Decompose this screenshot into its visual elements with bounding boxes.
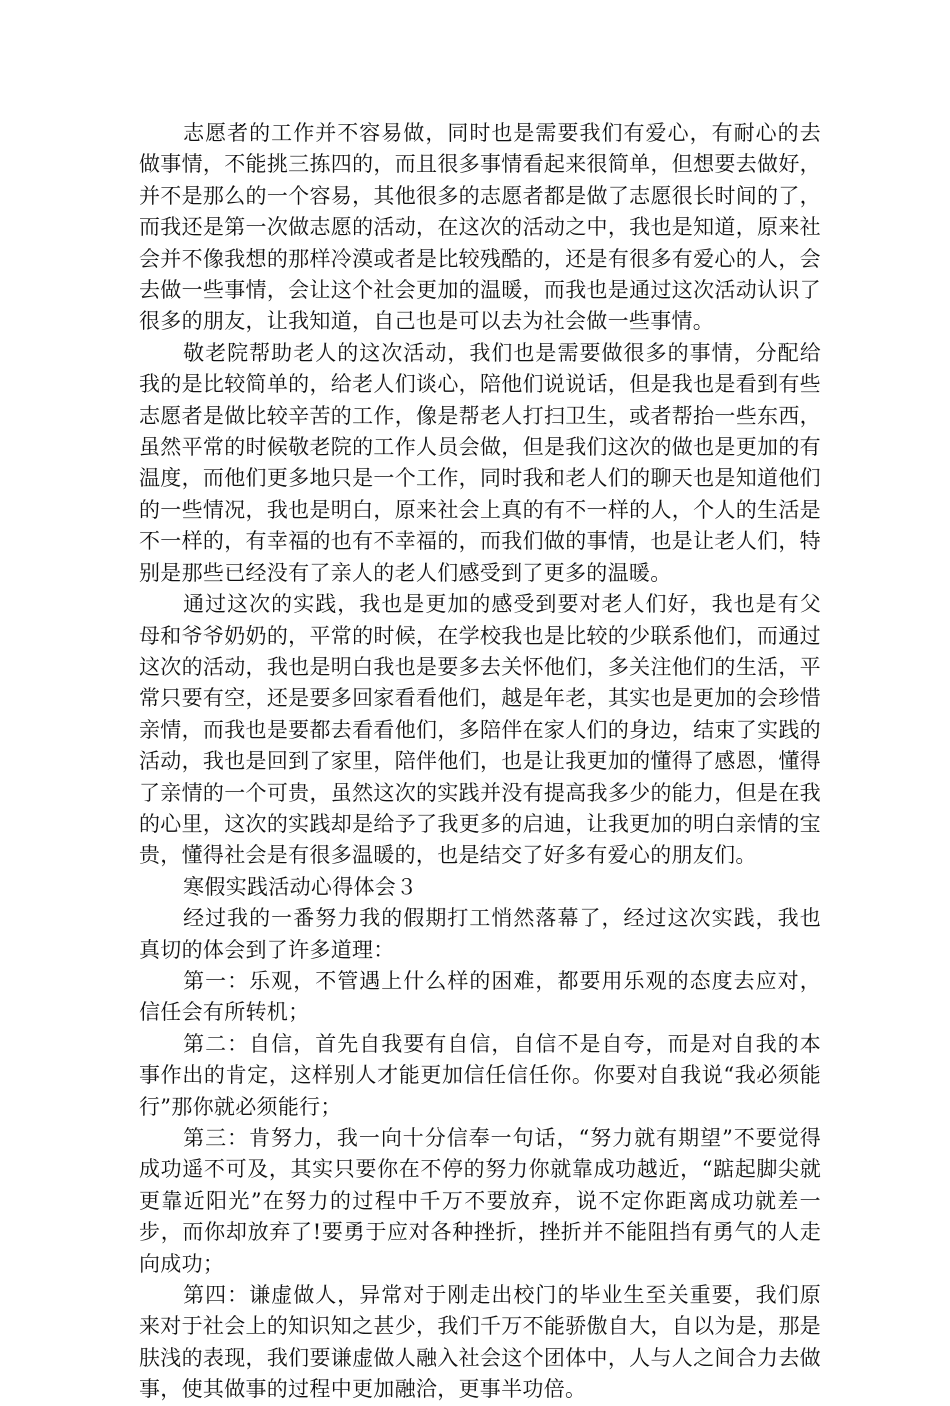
paragraph-volunteer-work: 志愿者的工作并不容易做，同时也是需要我们有爱心，有耐心的去做事情，不能挑三拣四的，而且很多事情看起来很简单，但想要去做好，并不是那么的一个容易，其他很多的志愿者都是做了志愿很长时间的了，而我还是第一次做志愿的活动，在这次的活动之中，我也是知道，原来社会并不像我想的那样冷漠或者是比较残酷的，还是有很多有爱心的人，会去做一些事情，会让这个社会更加的温暖，而我也是通过这次活动认识了很多的朋友，让我知道，自己也是可以去为社会做一些事情。	[139, 121, 821, 334]
paragraph-practice-reflection: 通过这次的实践，我也是更加的感受到要对老人们好，我也是有父母和爷爷奶奶的，平常的时候，在学校我也是比较的少联系他们，而通过这次的活动，我也是明白我也是要多去关怀他们，多关注他们的生活，平常只要有空，还是要多回家看看他们，越是年老，其实也是更加的会珍惜亲情，而我也是要都去看看他们，多陪伴在家人们的身边，结束了实践的活动，我也是回到了家里，陪伴他们，也是让我更加的懂得了感恩，懂得了亲情的一个可贵，虽然这次的实践并没有提高我多少的能力，但是在我的心里，这次的实践却是给予了我更多的启迪，让我更加的明白亲情的宝贵，懂得社会是有很多温暖的，也是结交了好多有爱心的朋友们。	[139, 592, 821, 868]
paragraph-point-optimism: 第一：乐观，不管遇上什么样的困难，都要用乐观的态度去应对，信任会有所转机；	[139, 968, 821, 1025]
section-heading: 寒假实践活动心得体会３	[183, 874, 418, 899]
paragraph-nursing-home: 敬老院帮助老人的这次活动，我们也是需要做很多的事情，分配给我的是比较简单的，给老人们谈心，陪他们说说话，但是我也是看到有些志愿者是做比较辛苦的工作，像是帮老人打扫卫生，或者帮抬一些东西，虽然平常的时候敬老院的工作人员会做，但是我们这次的做也是更加的有温度，而他们更多地只是一个工作，同时我和老人们的聊天也是知道他们的一些情况，我也是明白，原来社会上真的有不一样的人，个人的生活是不一样的，有幸福的也有不幸福的，而我们做的事情，也是让老人们，特别是那些已经没有了亲人的老人们感受到了更多的温暖。	[139, 340, 821, 585]
paragraph-part-time-intro: 经过我的一番努力我的假期打工悄然落幕了，经过这次实践，我也真切的体会到了许多道理：	[139, 906, 821, 962]
paragraph-point-confidence: 第二：自信，首先自我要有自信，自信不是自夸，而是对自我的本事作出的肯定，这样别人才能更加信任信任你。你要对自我说“我必须能行”那你就必须能行；	[139, 1031, 821, 1119]
paragraph-point-humility: 第四：谦虚做人，异常对于刚走出校门的毕业生至关重要，我们原来对于社会上的知识知之甚少，我们千万不能骄傲自大，自以为是，那是肤浅的表现，我们要谦虚做人融入社会这个团体中，人与人之间合力去做事，使其做事的过程中更加融洽，更事半功倍。	[139, 1283, 821, 1402]
document-body	[139, 118, 821, 1406]
paragraph-point-effort: 第三：肯努力，我一向十分信奉一句话，“努力就有期望”不要觉得成功遥不可及，其实只要你在不停的努力你就靠成功越近，“踮起脚尖就更靠近阳光”在努力的过程中千万不要放弃，说不定你距离成功就差一步，而你却放弃了!要勇于应对各种挫折，挫折并不能阻挡有勇气的人走向成功；	[139, 1126, 821, 1276]
